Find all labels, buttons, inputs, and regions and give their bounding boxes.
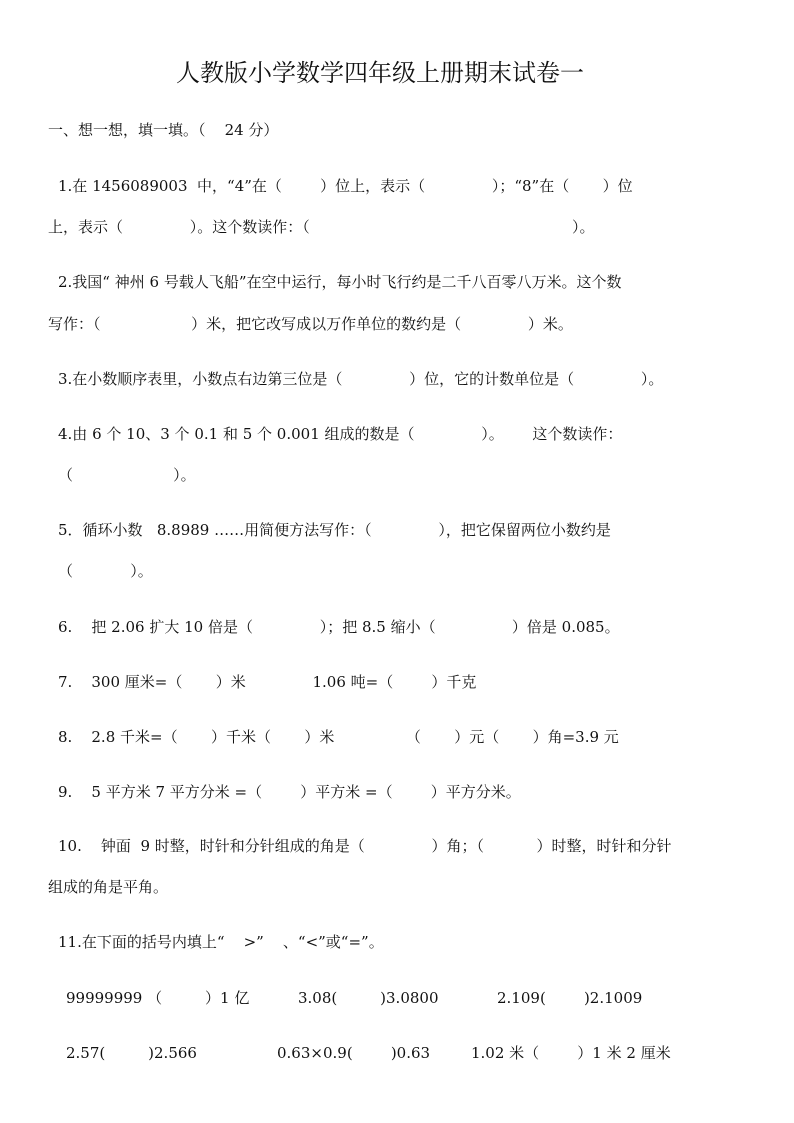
page-title: 人教版小学数学四年级上册期末试卷一 xyxy=(176,59,584,87)
comparison-item: 1.02 米（ ）1 米 2 厘米 xyxy=(471,1044,671,1062)
section-heading: 一、想一想，填一填。（ 24 分） xyxy=(48,121,279,139)
question-4-line-2: （ ）。 xyxy=(58,466,196,484)
question-4-line-1: 4.由 6 个 10、3 个 0.1 和 5 个 0.001 组成的数是（ ）。 这个数读作： xyxy=(58,425,623,443)
comparison-item: 0.63×0.9( )0.63 xyxy=(277,1044,431,1062)
question-5-line-2: （ ）。 xyxy=(58,562,153,580)
question-9: 9. 5 平方米 7 平方分米 =（ ）平方米 =（ ）平方分米。 xyxy=(58,783,521,801)
question-3: 3.在小数顺序表里，小数点右边第三位是（ ）位，它的计数单位是（ ）。 xyxy=(58,370,664,388)
question-1-line-1: 1.在 1456089003 中，“4”在（ ）位上，表示（ ）；“8”在（ ）位 xyxy=(58,177,633,195)
comparison-item: 2.109( )2.1009 xyxy=(497,989,643,1007)
question-11-stem: 11.在下面的括号内填上“ >” 、“<”或“=”。 xyxy=(58,933,384,951)
question-8: 8. 2.8 千米=（ ）千米（ ）米 （ ）元（ ）角=3.9 元 xyxy=(58,728,619,746)
question-5-line-1: 5．循环小数 8.8989 ……用简便方法写作：（ ），把它保留两位小数约是 xyxy=(58,521,611,539)
comparison-item: 2.57( )2.566 xyxy=(66,1044,197,1062)
question-1-line-2: 上，表示（ ）。这个数读作：（ ）。 xyxy=(48,218,595,236)
question-7: 7. 300 厘米=（ ）米 1.06 吨=（ ）千克 xyxy=(58,673,477,691)
question-10-line-2: 组成的角是平角。 xyxy=(48,878,169,896)
comparison-item: 3.08( )3.0800 xyxy=(298,989,439,1007)
comparison-item: 99999999 （ ）1 亿 xyxy=(66,989,250,1007)
question-2-line-2: 写作：（ ）米，把它改写成以万作单位的数约是（ ）米。 xyxy=(48,315,573,333)
question-2-line-1: 2.我国“ 神州 6 号载人飞船”在空中运行，每小时飞行约是二千八百零八万米。这个数 xyxy=(58,273,622,291)
question-6: 6. 把 2.06 扩大 10 倍是（ ）；把 8.5 缩小（ ）倍是 0.085。 xyxy=(58,618,620,636)
question-10-line-1: 10. 钟面 9 时整，时针和分针组成的角是（ ）角；（ ）时整，时针和分针 xyxy=(58,837,672,855)
